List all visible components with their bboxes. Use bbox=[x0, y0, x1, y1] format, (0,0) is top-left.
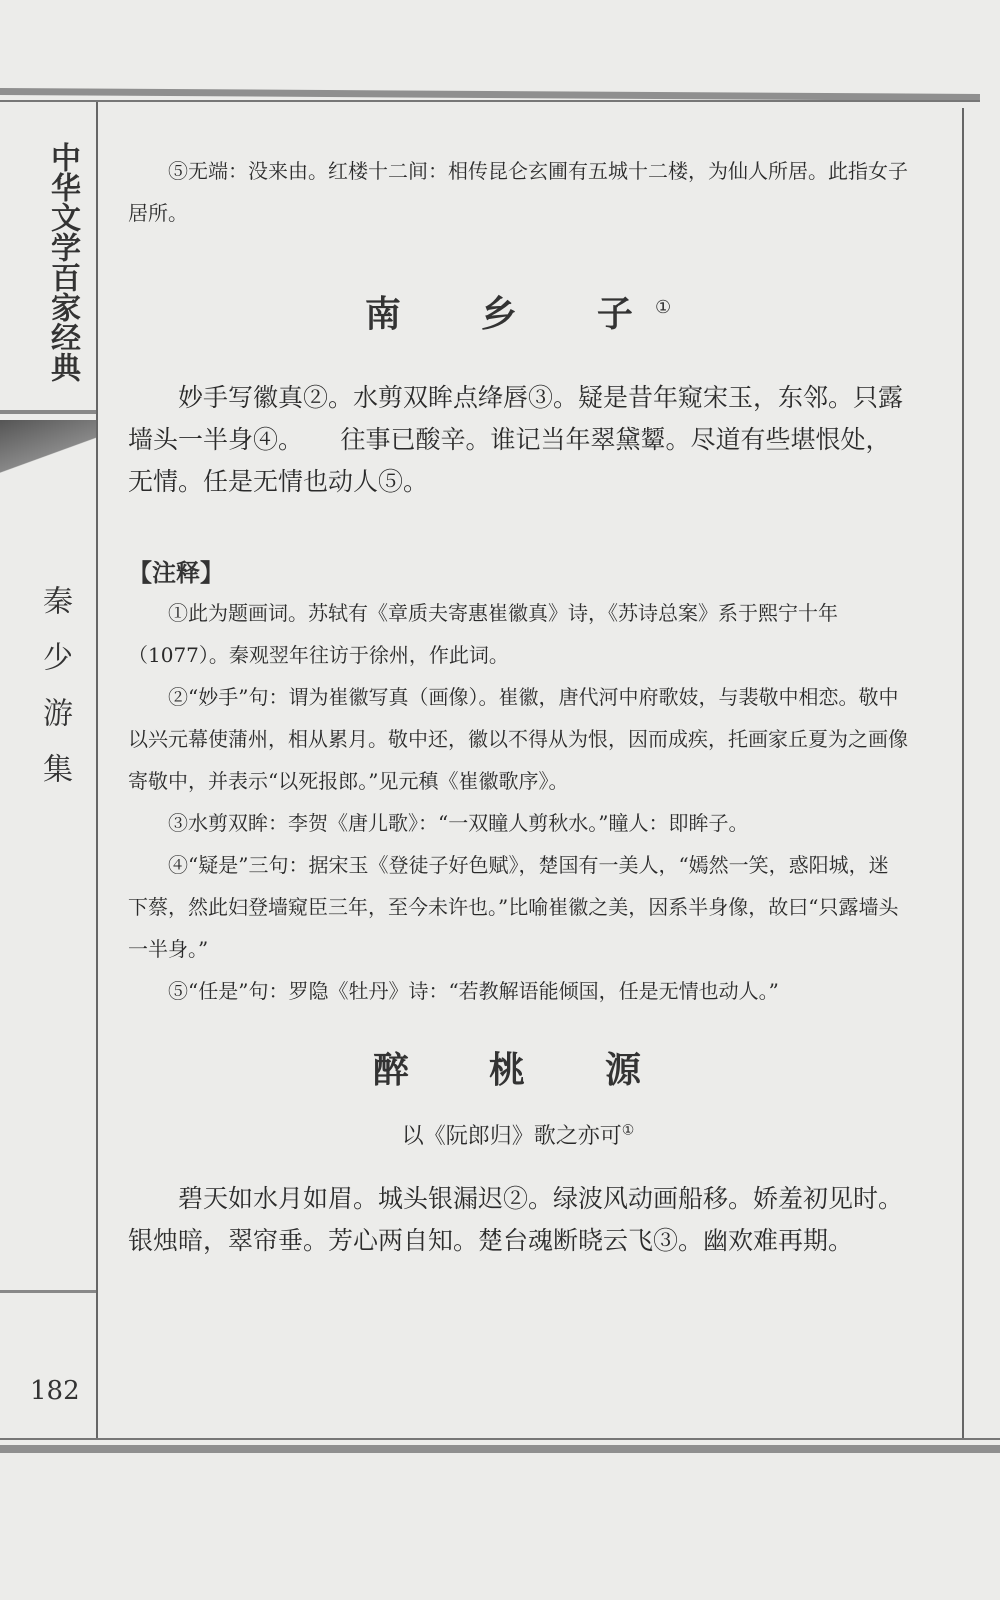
poem1-title-text: 南 乡 子 bbox=[364, 294, 655, 335]
margin-line-left bbox=[96, 102, 98, 1438]
poem1-title-mark: ① bbox=[654, 297, 672, 318]
top-note: ⑤无端：没来由。红楼十二间：相传昆仑玄圃有五城十二楼，为仙人所居。此指女子居所。 bbox=[128, 159, 908, 225]
margin-line-right bbox=[962, 108, 964, 1438]
note-item: ②“妙手”句：谓为崔徽写真（画像）。崔徽，唐代河中府歌妓，与裴敬中相恋。敬中以兴元幕使蒲州，相从累月。敬中还，徽以不得从为恨，因而成疾，托画家丘夏为之画像寄敬中，并表示“以死报郎。”见元稹《崔徽歌序》。 bbox=[128, 685, 908, 793]
series-title: 中华文学百家经典 bbox=[45, 142, 80, 382]
side-divider-top bbox=[0, 410, 96, 414]
poem2-title: 醉 桃 源 bbox=[372, 1050, 663, 1091]
note-item: ④“疑是”三句：据宋玉《登徒子好色赋》，楚国有一美人，“嫣然一笑，惑阳城，迷下蔡，然此妇登墙窥臣三年，至今未许也。”比喻崔徽之美，因系半身像，故曰“只露墙头一半身。” bbox=[128, 853, 899, 961]
book-title: 秦少游集 bbox=[37, 585, 72, 809]
poem1-title bbox=[128, 286, 908, 337]
poem2-body: 碧天如水月如眉。城头银漏迟②。绿波风动画船移。娇羞初见时。 银烛暗，翠帘垂。芳心两自知。楚台魂断晓云飞③。幽欢难再期。 bbox=[128, 1184, 941, 1255]
poem1-body: 妙手写徽真②。水剪双眸点绛唇③。疑是昔年窥宋玉，东邻。只露墙头一半身④。 往事已酸辛。谁记当年翠黛颦。尽道有些堪恨处，无情。任是无情也动人⑤。 bbox=[128, 383, 904, 496]
bottom-rule-thick bbox=[0, 1445, 1000, 1453]
poem2-subtitle-mark: ① bbox=[621, 1122, 635, 1139]
notes-heading: 【注释】 bbox=[128, 559, 224, 587]
side-decoration bbox=[0, 420, 96, 480]
poem2-subtitle bbox=[128, 1119, 908, 1150]
page-content bbox=[128, 150, 941, 1262]
note-item: ⑤“任是”句：罗隐《牡丹》诗：“若教解语能倾国，任是无情也动人。” bbox=[168, 979, 779, 1003]
bottom-rule-thin bbox=[0, 1438, 1000, 1440]
note-item: ③水剪双眸：李贺《唐儿歌》：“一双瞳人剪秋水。”瞳人：即眸子。 bbox=[168, 811, 749, 835]
side-divider-bottom bbox=[0, 1290, 96, 1293]
poem2-subtitle-text: 以《阮郎归》歌之亦可 bbox=[401, 1124, 622, 1149]
note-item: ①此为题画词。苏轼有《章质夫寄惠崔徽真》诗，《苏诗总案》系于熙宁十年（1077）。秦观翌年往访于徐州，作此词。 bbox=[128, 601, 838, 667]
page-number: 182 bbox=[30, 1376, 80, 1406]
top-rule-thin bbox=[0, 100, 980, 102]
